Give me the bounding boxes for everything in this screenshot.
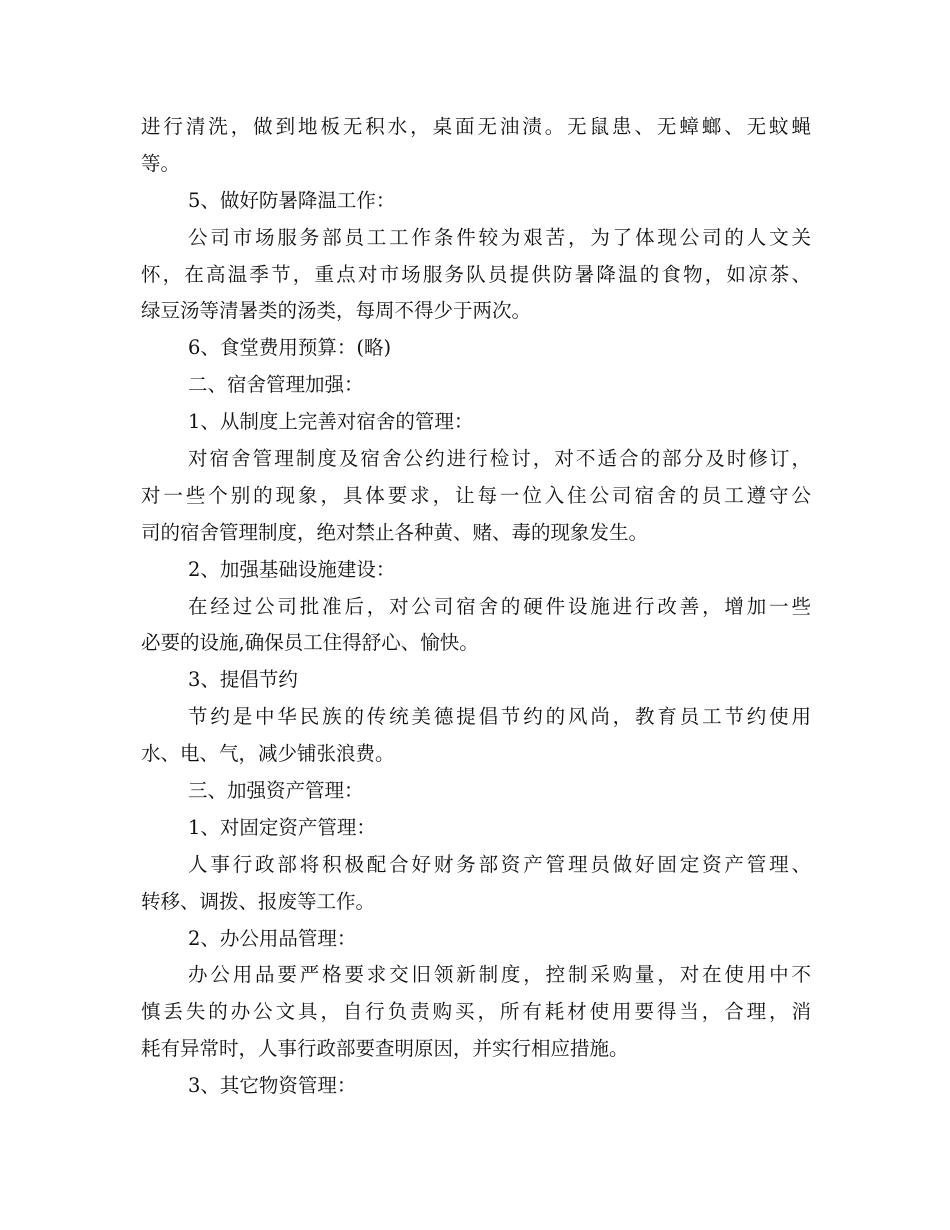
paragraph-line: 人事行政部将积极配合好财务部资产管理员做好固定资产管理、 — [188, 852, 811, 876]
paragraph-line: 等。 — [141, 151, 181, 175]
paragraph-line: 对一些个别的现象，具体要求，让每一位入住公司宿舍的员工遵守公 — [141, 483, 811, 507]
paragraph-line: 对宿舍管理制度及宿舍公约进行检讨，对不适合的部分及时修订， — [188, 447, 811, 471]
paragraph-line: 耗有异常时，人事行政部要查明原因，并实行相应措施。 — [141, 1037, 629, 1061]
paragraph-line: 必要的设施,确保员工住得舒心、愉快。 — [141, 631, 479, 655]
paragraph-line: 绿豆汤等清暑类的汤类，每周不得少于两次。 — [141, 299, 532, 323]
paragraph-line: 司的宿舍管理制度，绝对禁止各种黄、赌、毒的现象发生。 — [141, 520, 649, 544]
section-heading: 2、加强基础设施建设： — [188, 557, 396, 581]
section-heading: 1、对固定资产管理： — [188, 815, 376, 839]
section-heading: 6、食堂费用预算：(略) — [188, 336, 392, 360]
section-heading: 1、从制度上完善对宿舍的管理： — [188, 410, 474, 434]
paragraph-line: 怀，在高温季节，重点对市场服务队员提供防暑降温的食物，如凉茶、 — [141, 262, 811, 286]
paragraph-line: 水、电、气，减少铺张浪费。 — [141, 742, 395, 766]
section-heading: 5、做好防暑降温工作： — [188, 188, 396, 212]
paragraph-line: 进行清洗，做到地板无积水，桌面无油渍。无鼠患、无蟑螂、无蚊蝇 — [141, 115, 811, 138]
paragraph-line: 节约是中华民族的传统美德提倡节约的风尚，教育员工节约使用 — [188, 705, 811, 729]
section-heading: 3、其它物资管理： — [188, 1074, 357, 1098]
paragraph-line: 转移、调拨、报废等工作。 — [141, 889, 376, 913]
paragraph-line: 在经过公司批准后，对公司宿舍的硬件设施进行改善，增加一些 — [188, 594, 811, 618]
document-body — [141, 109, 811, 1105]
paragraph-line: 慎丢失的办公文具，自行负责购买，所有耗材使用要得当，合理，消 — [141, 1000, 811, 1024]
paragraph-line: 公司市场服务部员工工作条件较为艰苦，为了体现公司的人文关 — [188, 225, 811, 249]
paragraph-line: 办公用品要严格要求交旧领新制度，控制采购量，对在使用中不 — [188, 963, 811, 987]
section-heading: 3、提倡节约 — [188, 668, 298, 692]
section-heading: 2、办公用品管理： — [188, 926, 357, 950]
section-heading: 二、宿舍管理加强： — [188, 373, 364, 397]
section-heading: 三、加强资产管理： — [188, 779, 364, 803]
